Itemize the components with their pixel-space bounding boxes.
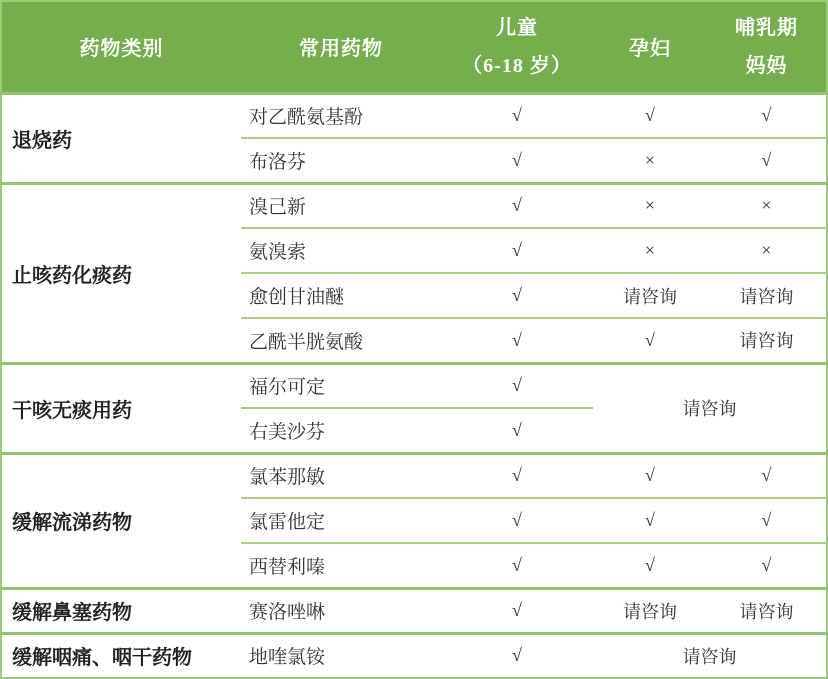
pregnant-value: × (593, 228, 707, 273)
breastfeeding-value: × (707, 183, 827, 228)
children-value: √ (441, 138, 593, 183)
children-value: √ (441, 498, 593, 543)
drug-cell: 氯雷他定 (241, 498, 441, 543)
category-cell: 退烧药 (1, 93, 241, 183)
drug-cell: 右美沙芬 (241, 408, 441, 453)
col-header-drug: 常用药物 (241, 1, 441, 93)
pregnant-value: √ (593, 318, 707, 363)
col-header-children (441, 1, 593, 93)
consult-merged-value: 请咨询 (593, 633, 827, 678)
pregnant-value: × (593, 183, 707, 228)
pregnant-value: 请咨询 (593, 273, 707, 318)
children-value: √ (441, 453, 593, 498)
drug-cell: 愈创甘油醚 (241, 273, 441, 318)
pregnant-value: √ (593, 498, 707, 543)
category-cell: 止咳药化痰药 (1, 183, 241, 363)
breastfeeding-value: 请咨询 (707, 588, 827, 633)
breastfeeding-value: √ (707, 93, 827, 138)
col-header-breastfeeding-line2: 妈妈 (745, 54, 788, 77)
children-value: √ (441, 273, 593, 318)
col-header-breastfeeding-line1: 哺乳期 (735, 16, 798, 39)
drug-cell: 赛洛唑啉 (241, 588, 441, 633)
drug-cell: 地喹氯铵 (241, 633, 441, 678)
pregnant-value: √ (593, 543, 707, 588)
breastfeeding-value: √ (707, 543, 827, 588)
breastfeeding-value: 请咨询 (707, 273, 827, 318)
drug-cell: 布洛芬 (241, 138, 441, 183)
pregnant-value: √ (593, 453, 707, 498)
category-cell: 干咳无痰用药 (1, 363, 241, 453)
table-row (1, 93, 827, 138)
drug-cell: 西替利嗪 (241, 543, 441, 588)
children-value: √ (441, 318, 593, 363)
children-value: √ (441, 363, 593, 408)
breastfeeding-value: √ (707, 453, 827, 498)
table-row (1, 453, 827, 498)
children-value: √ (441, 183, 593, 228)
pregnant-value: √ (593, 93, 707, 138)
children-value: √ (441, 408, 593, 453)
breastfeeding-value: √ (707, 138, 827, 183)
drug-cell: 氨溴索 (241, 228, 441, 273)
table-header (1, 1, 827, 93)
category-cell: 缓解鼻塞药物 (1, 588, 241, 633)
breastfeeding-value: 请咨询 (707, 318, 827, 363)
children-value: √ (441, 228, 593, 273)
children-value: √ (441, 588, 593, 633)
drug-cell: 溴己新 (241, 183, 441, 228)
table-row (1, 183, 827, 228)
col-header-breastfeeding (707, 1, 827, 93)
table-row (1, 633, 827, 678)
table-row (1, 588, 827, 633)
col-header-category: 药物类别 (1, 1, 241, 93)
drug-cell: 乙酰半胱氨酸 (241, 318, 441, 363)
table-row (1, 363, 827, 408)
pregnant-value: 请咨询 (593, 588, 707, 633)
children-value: √ (441, 633, 593, 678)
consult-merged-value: 请咨询 (593, 363, 827, 453)
breastfeeding-value: × (707, 228, 827, 273)
breastfeeding-value: √ (707, 498, 827, 543)
category-cell: 缓解流涕药物 (1, 453, 241, 588)
category-cell: 缓解咽痛、咽干药物 (1, 633, 241, 678)
drug-cell: 氯苯那敏 (241, 453, 441, 498)
col-header-pregnant: 孕妇 (593, 1, 707, 93)
drug-cell: 福尔可定 (241, 363, 441, 408)
children-value: √ (441, 93, 593, 138)
drug-cell: 对乙酰氨基酚 (241, 93, 441, 138)
pregnant-value: × (593, 138, 707, 183)
children-value: √ (441, 543, 593, 588)
col-header-children-line1: 儿童 (496, 16, 538, 39)
col-header-children-line2: （6-18 岁） (462, 54, 572, 77)
